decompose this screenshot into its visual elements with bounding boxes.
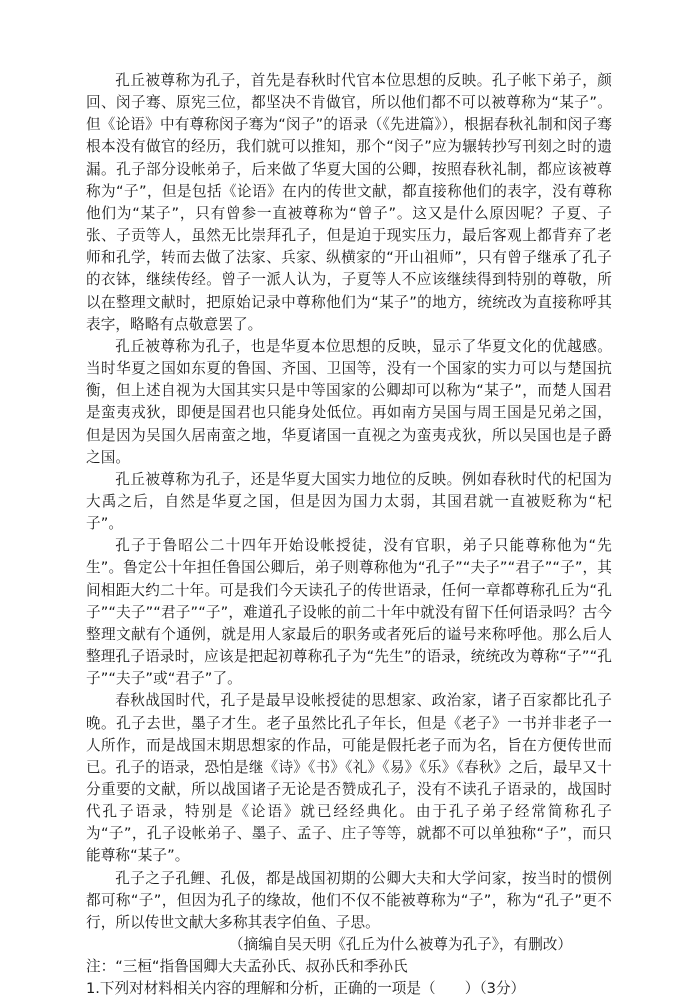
source-citation: （摘编自吴天明《孔丘为什么被尊为孔子》，有删改） [229, 936, 572, 954]
footnote: 注：“三桓“指鲁国卿大夫孟孙氏、叔孙氏和季孙氏 [86, 958, 408, 976]
paragraph-1: 孔丘被尊称为孔子，首先是春秋时代官本位思想的反映。孔子帐下弟子，颜回、闵子骞、原宪三位，都坚决不肯做官，所以他们都不可以被尊称为“某子”。但《论语》中有尊称闵子骞为“闵子”的语录（《先进篇》），根据春秋礼制和闵子骞根本没有做官的经历，我们就可以推知，那个“闵子”应为辗转抄写刊刻之时的遗漏。孔子部分设帐弟子，后来做了华夏大国的公卿，按照春秋礼制，都应该被尊称为“子”，但是包括《论语》在内的传世文献，都直接称他们的表字，没有尊称他们为“某子”，只有曾参一直被尊称为“曾子”。这又是什么原因呢？子夏、子张、子贡等人，虽然无比崇拜孔子，但是迫于现实压力，最后客观上都背弃了老师和孔学，转而去做了法家、兵家、纵横家的“开山祖师”，只有曾子继承了孔子的衣钵，继续传经。曾子一派人认为，子夏等人不应该继续得到特别的尊敬，所以在整理文献时，把原始记录中尊称他们为“某子”的地方，统统改为直接称呼其表字，略略有点敬意罢了。 [86, 72, 612, 333]
paragraph-5: 春秋战国时代，孔子是最早设帐授徒的思想家、政治家，诸子百家都比孔子晚。孔子去世，墨子才生。老子虽然比孔子年长，但是《老子》一书并非老子一人所作，而是战国末期思想家的作品，可能是假托老子而为名，旨在方便传世而已。孔子的语录，恐怕是继《诗》《书》《礼》《易》《乐》《春秋》之后，最早又十分重要的文献，所以战国诸子无论是否赞成孔子，没有不读孔子语录的，战国时代孔子语录，特别是《论语》就已经经典化。由于孔子弟子经常简称孔子为“子”，孔子设帐弟子、墨子、孟子、庄子等等，就都不可以单独称“子”，而只能尊称“某子”。 [86, 692, 612, 865]
paragraph-2: 孔丘被尊称为孔子，也是华夏本位思想的反映，显示了华夏文化的优越感。当时华夏之国如东夏的鲁国、齐国、卫国等，没有一个国家的实力可以与楚国抗衡，但上述自视为大国其实只是中等国家的公卿却可以称为“某子”，而楚人国君是蛮夷戎狄，即便是国君也只能身处低位。再如南方吴国与周王国是兄弟之国，但是因为吴国久居南蛮之地，华夏诸国一直视之为蛮夷戎狄，所以吴国也是子爵之国。 [86, 337, 612, 466]
article-body [86, 70, 612, 934]
paragraph-6: 孔子之子孔鲤、孔伋，都是战国初期的公卿大夫和大学问家，按当时的惯例都可称“子”，但因为孔子的缘故，他们不仅不能被尊称为“子”，称为“孔子”更不行，所以传世文献大多称其表字伯鱼、子思。 [86, 869, 612, 931]
document-page [86, 70, 612, 1001]
question-1: 1.下列对材料相关内容的理解和分析，正确的一项是（ ）（3分） [86, 980, 526, 998]
paragraph-4: 孔子于鲁昭公二十四年开始设帐授徒，没有官职，弟子只能尊称他为“先生”。鲁定公十年担任鲁国公卿后，弟子则尊称他为“孔子”“夫子”“君子”“子”，其间相距大约二十年。可是我们今天读孔子的传世语录，任何一章都尊称孔丘为“孔子”“夫子”“君子”“子”，难道孔子设帐的前二十年中就没有留下任何语录吗？古今整理文献有个通例，就是用人家最后的职务或者死后的谥号来称呼他。那么后人整理孔子语录时，应该是把起初尊称孔子为“先生”的语录，统统改为尊称“子”“孔子”“夫子”或“君子”了。 [86, 537, 612, 688]
paragraph-3: 孔丘被尊称为孔子，还是华夏大国实力地位的反映。例如春秋时代的杞国为大禹之后，自然是华夏之国，但是因为国力太弱，其国君就一直被贬称为“杞子”。 [86, 470, 612, 533]
